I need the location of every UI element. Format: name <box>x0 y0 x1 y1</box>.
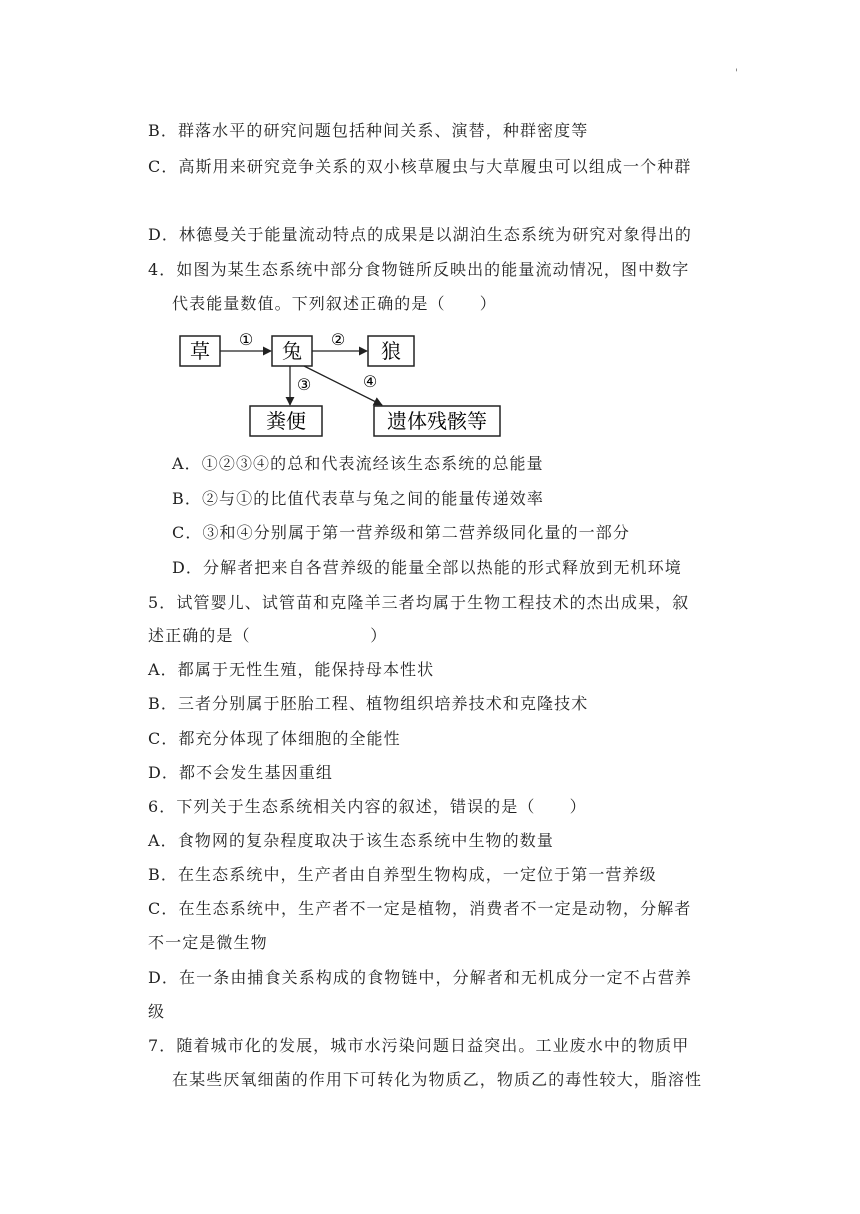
q5-option-a: A．都属于无性生殖，能保持母本性状 <box>148 660 435 679</box>
q4-option-a: A．①②③④的总和代表流经该生态系统的总能量 <box>172 454 544 473</box>
q6-option-d-line-1: D．在一条由捕食关系构成的食物链中，分解者和无机成分一定不占营养 <box>148 968 693 987</box>
grass-label: 草 <box>190 339 210 363</box>
rabbit-label: 兔 <box>282 339 302 363</box>
q7-stem-line-2: 在某些厌氧细菌的作用下可转化为物质乙，物质乙的毒性较大，脂溶性 <box>172 1070 703 1089</box>
q3-option-c: C．高斯用来研究竞争关系的双小核草履虫与大草履虫可以组成一个种群 <box>148 157 692 176</box>
q4-stem-line-1: 4．如图为某生态系统中部分食物链所反映出的能量流动情况，图中数字 <box>148 260 690 279</box>
arrow-2-label: ② <box>330 330 346 349</box>
arrow-3-label: ③ <box>296 375 312 394</box>
q5-option-c: C．都充分体现了体细胞的全能性 <box>148 729 401 748</box>
q5-option-b: B．三者分别属于胚胎工程、植物组织培养技术和克隆技术 <box>148 694 589 713</box>
q6-option-a: A．食物网的复杂程度取决于该生态系统中生物的数量 <box>148 831 554 850</box>
q3-option-b: B．群落水平的研究问题包括种间关系、演替，种群密度等 <box>148 121 589 140</box>
q7-stem-line-1: 7．随着城市化的发展，城市水污染问题日益突出。工业废水中的物质甲 <box>148 1036 690 1055</box>
q4-option-b: B．②与①的比值代表草与兔之间的能量传递效率 <box>172 489 544 508</box>
q5-stem-line-1: 5．试管婴儿、试管苗和克隆羊三者均属于生物工程技术的杰出成果，叙 <box>148 593 690 612</box>
feces-label: 粪便 <box>266 409 306 433</box>
q6-option-c-line-1: C．在生态系统中，生产者不一定是植物，消费者不一定是动物，分解者 <box>148 899 692 918</box>
corner-mark: ' <box>735 68 738 79</box>
q4-option-c: C．③和④分别属于第一营养级和第二营养级同化量的一部分 <box>172 523 630 542</box>
q6-stem: 6．下列关于生态系统相关内容的叙述，错误的是（ ） <box>148 797 587 816</box>
q5-stem-line-2: 述正确的是（ ） <box>148 626 388 645</box>
q4-option-d: D．分解者把来自各营养级的能量全部以热能的形式释放到无机环境 <box>172 558 682 577</box>
q4-stem-line-2: 代表能量数值。下列叙述正确的是（ ） <box>172 294 497 313</box>
q5-option-d: D．都不会发生基因重组 <box>148 763 333 782</box>
q6-option-b: B．在生态系统中，生产者由自养型生物构成，一定位于第一营养级 <box>148 865 657 884</box>
energy-flow-diagram <box>170 328 510 443</box>
q3-option-d: D．林德曼关于能量流动特点的成果是以湖泊生态系统为研究对象得出的 <box>148 225 693 244</box>
arrow-4-label: ④ <box>362 372 378 391</box>
q6-option-c-line-2: 不一定是微生物 <box>148 933 268 952</box>
arrow-1-label: ① <box>238 330 254 349</box>
q6-option-d-line-2: 级 <box>148 1002 166 1021</box>
wolf-label: 狼 <box>381 339 401 363</box>
remains-label: 遗体残骸等 <box>387 409 487 433</box>
